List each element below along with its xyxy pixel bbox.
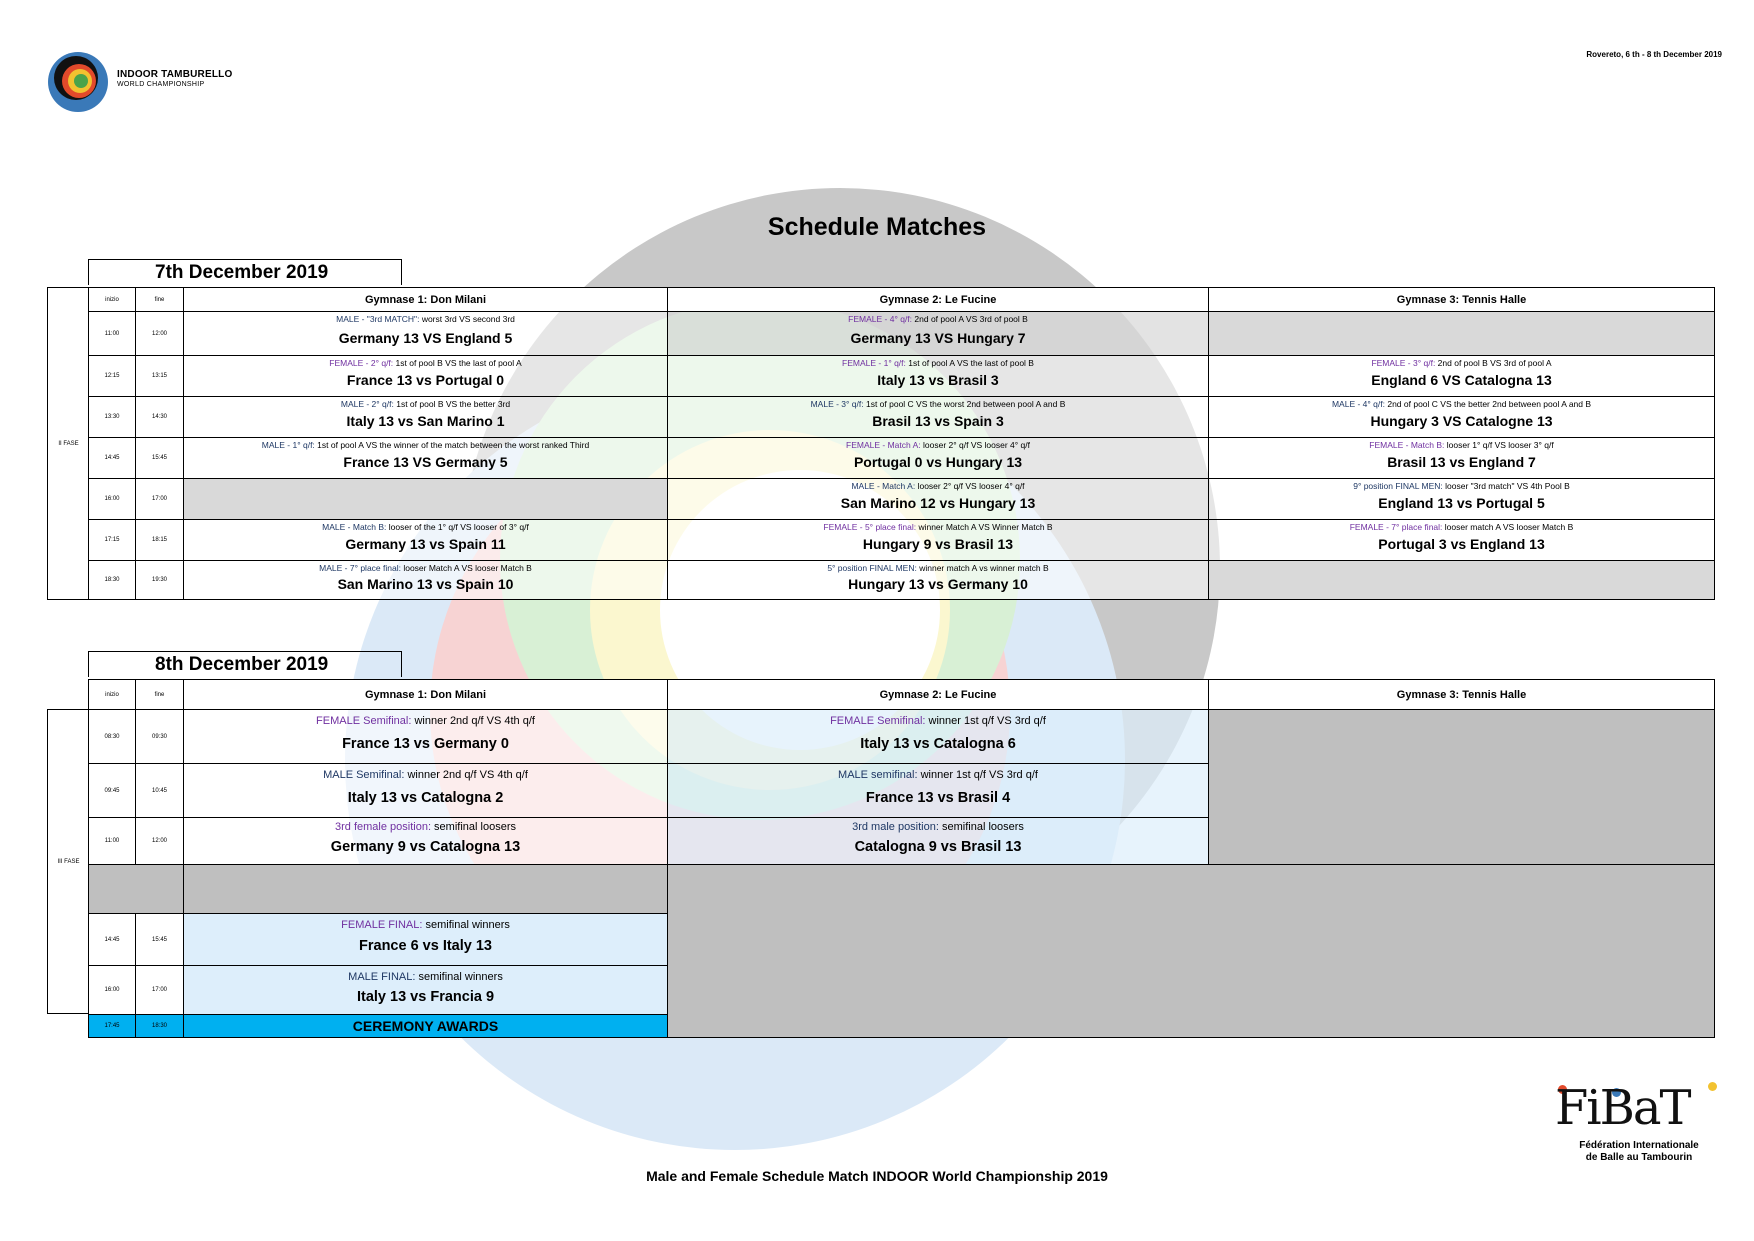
match-cell — [1208, 519, 1715, 561]
day1-col-start: inizio — [88, 287, 136, 312]
match-result: England 6 VS Catalogna 13 — [1371, 372, 1552, 388]
match-result: France 13 vs Portugal 0 — [346, 372, 505, 388]
match-cell — [183, 817, 668, 865]
day1-col-end: fine — [135, 287, 184, 312]
match-rule: semifinal winners — [422, 919, 510, 931]
match-rule: looser of the 1° q/f VS looser of 3° q/f — [386, 522, 529, 532]
day1-end-time: 17:00 — [135, 478, 184, 520]
day1-end-time: 18:15 — [135, 519, 184, 561]
match-result: Germany 13 VS England 5 — [338, 330, 513, 346]
fibat-name-line1: Fédération Internationale — [1579, 1140, 1699, 1151]
match-result: Germany 13 VS Hungary 7 — [850, 330, 1026, 346]
match-category: MALE - 4° q/f: — [1331, 399, 1385, 409]
match-category: FEMALE - 7° place final: — [1349, 522, 1443, 532]
match-result: France 13 VS Germany 5 — [343, 454, 508, 470]
day1-end-time: 12:00 — [135, 311, 184, 356]
match-category: FEMALE Semifinal: — [830, 715, 926, 727]
match-rule: winner 2nd q/f VS 4th q/f — [404, 769, 528, 781]
match-category: MALE - 2° q/f: — [340, 399, 394, 409]
match-category: MALE - 3° q/f: — [810, 399, 864, 409]
day1-end-time: 14:30 — [135, 396, 184, 438]
day2-start-time: 08:30 — [88, 709, 136, 764]
day2-end-time: 10:45 — [135, 763, 184, 818]
match-rule: 2nd of pool B VS 3rd of pool A — [1435, 358, 1552, 368]
match-cell — [183, 560, 668, 600]
match-rule: winner 1st q/f VS 3rd q/f — [925, 715, 1046, 727]
match-cell — [1208, 437, 1715, 479]
day2-start-time: 11:00 — [88, 817, 136, 865]
match-category: FEMALE - 4° q/f: — [848, 314, 913, 324]
logo-dot — [1708, 1082, 1717, 1091]
day2-end-time: 18:30 — [135, 1014, 184, 1038]
match-result: Hungary 3 VS Catalogne 13 — [1370, 413, 1553, 429]
day1-gym2-header: Gymnase 2: Le Fucine — [667, 287, 1209, 312]
match-cell — [667, 709, 1209, 764]
match-cell — [667, 560, 1209, 600]
match-rule: looser Match A VS looser Match B — [400, 563, 532, 573]
match-result: Italy 13 vs San Marino 1 — [346, 413, 505, 429]
empty-slot — [1208, 311, 1715, 356]
day2-end-time: 09:30 — [135, 709, 184, 764]
day1-start-time: 17:15 — [88, 519, 136, 561]
match-result: Italy 13 vs Catalogna 6 — [860, 736, 1016, 752]
brand-subtitle: WORLD CHAMPIONSHIP — [117, 81, 205, 88]
day2-col-start: inizio — [88, 679, 136, 710]
match-result: Italy 13 vs Francia 9 — [356, 989, 495, 1005]
match-category: MALE - 1° q/f: — [261, 440, 315, 450]
match-rule: 1st of pool B VS the better 3rd — [393, 399, 511, 409]
match-category: MALE - Match A: — [851, 481, 916, 491]
match-cell — [667, 817, 1209, 865]
match-result: Catalogna 9 vs Brasil 13 — [854, 839, 1022, 855]
match-category: MALE FINAL: — [348, 971, 416, 983]
match-result: France 6 vs Italy 13 — [359, 938, 492, 954]
footer-caption: Male and Female Schedule Match INDOOR World Championship 2019 — [646, 1168, 1108, 1184]
match-result: San Marino 12 vs Hungary 13 — [840, 495, 1036, 511]
day1-start-time: 16:00 — [88, 478, 136, 520]
day2-end-time: 17:00 — [135, 965, 184, 1015]
day2-start-time: 14:45 — [88, 913, 136, 966]
match-rule: 2nd of pool A VS 3rd of pool B — [912, 314, 1028, 324]
empty-slot — [667, 864, 1715, 1038]
day2-start-time: 09:45 — [88, 763, 136, 818]
day1-start-time: 13:30 — [88, 396, 136, 438]
day1-phase: II FASE — [47, 287, 89, 600]
day1-end-time: 19:30 — [135, 560, 184, 600]
match-rule: looser 2° q/f VS looser 4° q/f — [915, 481, 1025, 491]
day2-label: 8th December 2019 — [88, 651, 402, 677]
match-cell — [667, 763, 1209, 818]
fibat-logo-text: FiBaT — [1555, 1080, 1690, 1136]
match-rule: 1st of pool C VS the worst 2nd between pool A and B — [863, 399, 1066, 409]
match-category: FEMALE - Match B: — [1369, 440, 1445, 450]
match-category: FEMALE - 1° q/f: — [842, 358, 906, 368]
empty-slot — [1208, 560, 1715, 600]
match-cell — [1208, 355, 1715, 397]
match-rule: semifinal loosers — [431, 821, 516, 833]
match-result: England 13 vs Portugal 5 — [1378, 495, 1545, 511]
match-category: MALE semifinal: — [838, 769, 918, 781]
match-rule: semifinal winners — [415, 971, 503, 983]
match-result: Brasil 13 vs England 7 — [1387, 454, 1536, 470]
match-cell — [667, 519, 1209, 561]
ceremony-awards: CEREMONY AWARDS — [183, 1014, 668, 1038]
match-result: France 13 vs Brasil 4 — [865, 790, 1011, 806]
match-category: MALE - 7° place final: — [319, 563, 401, 573]
match-rule: worst 3rd VS second 3rd — [419, 314, 515, 324]
break-slot — [183, 864, 668, 914]
match-cell — [1208, 396, 1715, 438]
match-category: FEMALE - 2° q/f: — [329, 358, 394, 368]
match-cell — [667, 396, 1209, 438]
match-rule: looser match A VS looser Match B — [1442, 522, 1574, 532]
day1-start-time: 12:15 — [88, 355, 136, 397]
match-cell — [667, 478, 1209, 520]
page-title: Schedule Matches — [767, 213, 987, 241]
match-cell — [183, 763, 668, 818]
match-rule: looser "3rd match" VS 4th Pool B — [1442, 481, 1570, 491]
match-result: Germany 9 vs Catalogna 13 — [330, 839, 521, 855]
match-result: Hungary 13 vs Germany 10 — [848, 576, 1028, 592]
day1-start-time: 11:00 — [88, 311, 136, 356]
match-category: 5° position FINAL MEN: — [827, 563, 917, 573]
match-cell — [183, 913, 668, 966]
match-category: MALE - Match B: — [322, 522, 387, 532]
brand-title: INDOOR TAMBURELLO — [117, 69, 233, 80]
day1-label: 7th December 2019 — [88, 259, 402, 285]
match-category: MALE Semifinal: — [323, 769, 405, 781]
day2-end-time: 15:45 — [135, 913, 184, 966]
empty-slot — [183, 478, 668, 520]
day1-gym1-header: Gymnase 1: Don Milani — [183, 287, 668, 312]
match-category: 3rd male position: — [852, 821, 939, 833]
break-slot — [88, 864, 184, 914]
fibat-logo — [1540, 1080, 1720, 1180]
match-cell — [667, 437, 1209, 479]
match-rule: looser 2° q/f VS looser 4° q/f — [920, 440, 1030, 450]
match-result: Portugal 3 vs England 13 — [1378, 536, 1545, 552]
day1-gym3-header: Gymnase 3: Tennis Halle — [1208, 287, 1715, 312]
match-result: Brasil 13 vs Spain 3 — [872, 413, 1004, 429]
match-rule: 1st of pool B VS the last of pool A — [393, 358, 522, 368]
match-category: 3rd female position: — [335, 821, 431, 833]
fibat-name-line2: de Balle au Tambourin — [1585, 1152, 1693, 1163]
match-result: Portugal 0 vs Hungary 13 — [853, 454, 1023, 470]
day2-gym1-header: Gymnase 1: Don Milani — [183, 679, 668, 710]
day1-start-time: 18:30 — [88, 560, 136, 600]
match-cell — [183, 311, 668, 356]
day2-start-time: 17:45 — [88, 1014, 136, 1038]
tamburello-logo — [48, 52, 108, 112]
match-cell — [667, 311, 1209, 356]
match-category: 9° position FINAL MEN: — [1353, 481, 1443, 491]
match-cell — [183, 437, 668, 479]
match-category: MALE - "3rd MATCH": — [336, 314, 420, 324]
match-rule: winner Match A VS Winner Match B — [916, 522, 1053, 532]
match-rule: winner match A vs winner match B — [916, 563, 1049, 573]
match-cell — [183, 965, 668, 1015]
day2-gym2-header: Gymnase 2: Le Fucine — [667, 679, 1209, 710]
day2-gym3-header: Gymnase 3: Tennis Halle — [1208, 679, 1715, 710]
match-rule: winner 2nd q/f VS 4th q/f — [411, 715, 535, 727]
match-result: Italy 13 vs Catalogna 2 — [347, 790, 504, 806]
match-result: Italy 13 vs Brasil 3 — [877, 372, 999, 388]
day1-start-time: 14:45 — [88, 437, 136, 479]
empty-slot — [1208, 709, 1715, 865]
day2-end-time: 12:00 — [135, 817, 184, 865]
day2-col-end: fine — [135, 679, 184, 710]
match-rule: 1st of pool A VS the last of pool B — [905, 358, 1034, 368]
match-category: FEMALE Semifinal: — [316, 715, 412, 727]
match-rule: 2nd of pool C VS the better 2nd between pool A and B — [1384, 399, 1592, 409]
match-cell — [183, 355, 668, 397]
match-result: San Marino 13 vs Spain 10 — [337, 576, 514, 592]
match-cell — [667, 355, 1209, 397]
match-cell — [1208, 478, 1715, 520]
match-category: FEMALE - 5° place final: — [823, 522, 917, 532]
match-category: FEMALE - Match A: — [846, 440, 921, 450]
match-result: France 13 vs Germany 0 — [342, 736, 509, 752]
match-result: Hungary 9 vs Brasil 13 — [862, 536, 1014, 552]
match-rule: 1st of pool A VS the winner of the match between the worst ranked Third — [314, 440, 590, 450]
day2-phase: III FASE — [47, 709, 89, 1014]
match-category: FEMALE - 3° q/f: — [1371, 358, 1436, 368]
day2-start-time: 16:00 — [88, 965, 136, 1015]
match-cell — [183, 709, 668, 764]
match-result: Germany 13 vs Spain 11 — [345, 536, 506, 552]
match-rule: looser 1° q/f VS looser 3° q/f — [1444, 440, 1554, 450]
place-date: Rovereto, 6 th - 8 th December 2019 — [1586, 50, 1722, 59]
day1-end-time: 15:45 — [135, 437, 184, 479]
match-rule: winner 1st q/f VS 3rd q/f — [917, 769, 1038, 781]
match-cell — [183, 519, 668, 561]
day1-end-time: 13:15 — [135, 355, 184, 397]
match-rule: semifinal loosers — [938, 821, 1024, 833]
match-cell — [183, 396, 668, 438]
match-category: FEMALE FINAL: — [341, 919, 423, 931]
